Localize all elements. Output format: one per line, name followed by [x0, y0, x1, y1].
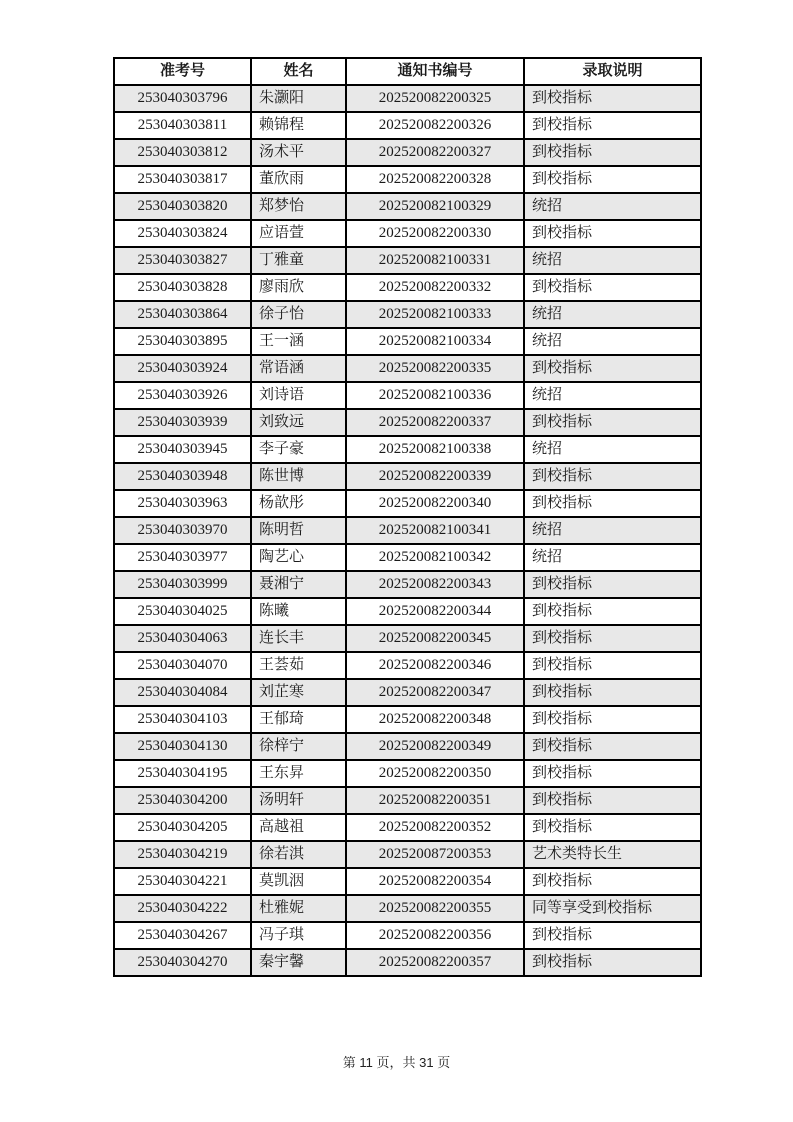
- name-cell: 徐梓宁: [251, 733, 346, 760]
- header-name: 姓名: [251, 58, 346, 85]
- name-cell: 秦宇馨: [251, 949, 346, 976]
- name-cell: 王东昇: [251, 760, 346, 787]
- exam-number-cell: 253040303945: [114, 436, 251, 463]
- admission-note-cell: 到校指标: [524, 652, 701, 679]
- notice-number-cell: 202520082200346: [346, 652, 524, 679]
- name-cell: 王一涵: [251, 328, 346, 355]
- admission-note-cell: 统招: [524, 328, 701, 355]
- name-cell: 赖锦程: [251, 112, 346, 139]
- admission-note-cell: 统招: [524, 193, 701, 220]
- notice-number-cell: 202520082200356: [346, 922, 524, 949]
- notice-number-cell: 202520082200330: [346, 220, 524, 247]
- admission-note-cell: 到校指标: [524, 220, 701, 247]
- admission-note-cell: 到校指标: [524, 679, 701, 706]
- notice-number-cell: 202520082200328: [346, 166, 524, 193]
- table-body: [114, 85, 701, 976]
- admission-note-cell: 到校指标: [524, 706, 701, 733]
- name-cell: 汤明轩: [251, 787, 346, 814]
- admission-note-cell: 到校指标: [524, 625, 701, 652]
- notice-number-cell: 202520082200355: [346, 895, 524, 922]
- table-row: [114, 139, 701, 166]
- name-cell: 陶艺心: [251, 544, 346, 571]
- admission-note-cell: 同等享受到校指标: [524, 895, 701, 922]
- exam-number-cell: 253040304270: [114, 949, 251, 976]
- name-cell: 杨歆彤: [251, 490, 346, 517]
- name-cell: 陈曦: [251, 598, 346, 625]
- notice-number-cell: 202520082200351: [346, 787, 524, 814]
- admission-note-cell: 到校指标: [524, 733, 701, 760]
- notice-number-cell: 202520082200340: [346, 490, 524, 517]
- exam-number-cell: 253040304084: [114, 679, 251, 706]
- notice-number-cell: 202520082200332: [346, 274, 524, 301]
- table-row: [114, 220, 701, 247]
- exam-number-cell: 253040303999: [114, 571, 251, 598]
- exam-number-cell: 253040303824: [114, 220, 251, 247]
- name-cell: 徐若淇: [251, 841, 346, 868]
- admission-note-cell: 到校指标: [524, 85, 701, 112]
- name-cell: 徐子怡: [251, 301, 346, 328]
- exam-number-cell: 253040304070: [114, 652, 251, 679]
- table-row: [114, 625, 701, 652]
- table-row: [114, 733, 701, 760]
- table-row: [114, 895, 701, 922]
- table-row: [114, 652, 701, 679]
- admission-list-table: [113, 57, 702, 977]
- name-cell: 董欣雨: [251, 166, 346, 193]
- name-cell: 聂湘宁: [251, 571, 346, 598]
- notice-number-cell: 202520082200354: [346, 868, 524, 895]
- name-cell: 陈世博: [251, 463, 346, 490]
- notice-number-cell: 202520082100331: [346, 247, 524, 274]
- admission-note-cell: 统招: [524, 301, 701, 328]
- name-cell: 常语涵: [251, 355, 346, 382]
- notice-number-cell: 202520082200343: [346, 571, 524, 598]
- exam-number-cell: 253040304103: [114, 706, 251, 733]
- name-cell: 丁雅童: [251, 247, 346, 274]
- table-row: [114, 922, 701, 949]
- admission-note-cell: 到校指标: [524, 409, 701, 436]
- table-row: [114, 463, 701, 490]
- admission-note-cell: 统招: [524, 382, 701, 409]
- notice-number-cell: 202520082100342: [346, 544, 524, 571]
- admission-note-cell: 到校指标: [524, 112, 701, 139]
- table-row: [114, 328, 701, 355]
- notice-number-cell: 202520087200353: [346, 841, 524, 868]
- admission-note-cell: 到校指标: [524, 490, 701, 517]
- table-row: [114, 436, 701, 463]
- table-row: [114, 193, 701, 220]
- exam-number-cell: 253040303811: [114, 112, 251, 139]
- table-row: [114, 787, 701, 814]
- notice-number-cell: 202520082200337: [346, 409, 524, 436]
- header-notice-number: 通知书编号: [346, 58, 524, 85]
- header-admission-note: 录取说明: [524, 58, 701, 85]
- admission-note-cell: 到校指标: [524, 949, 701, 976]
- table-row: [114, 112, 701, 139]
- table-row: [114, 274, 701, 301]
- name-cell: 郑梦怡: [251, 193, 346, 220]
- page-indicator: 第 11 页，共 31 页: [342, 1055, 451, 1070]
- name-cell: 高越祖: [251, 814, 346, 841]
- admission-note-cell: 统招: [524, 544, 701, 571]
- exam-number-cell: 253040304025: [114, 598, 251, 625]
- notice-number-cell: 202520082200327: [346, 139, 524, 166]
- notice-number-cell: 202520082200326: [346, 112, 524, 139]
- name-cell: 刘诗语: [251, 382, 346, 409]
- name-cell: 连长丰: [251, 625, 346, 652]
- notice-number-cell: 202520082100338: [346, 436, 524, 463]
- exam-number-cell: 253040304221: [114, 868, 251, 895]
- notice-number-cell: 202520082200335: [346, 355, 524, 382]
- admission-note-cell: 到校指标: [524, 274, 701, 301]
- admission-note-cell: 艺术类特长生: [524, 841, 701, 868]
- notice-number-cell: 202520082200350: [346, 760, 524, 787]
- admission-note-cell: 到校指标: [524, 760, 701, 787]
- admission-note-cell: 到校指标: [524, 166, 701, 193]
- notice-number-cell: 202520082100334: [346, 328, 524, 355]
- header-exam-number: 准考号: [114, 58, 251, 85]
- admission-note-cell: 统招: [524, 436, 701, 463]
- exam-number-cell: 253040303817: [114, 166, 251, 193]
- table-header: [114, 58, 701, 85]
- exam-number-cell: 253040303820: [114, 193, 251, 220]
- table-row: [114, 841, 701, 868]
- notice-number-cell: 202520082200345: [346, 625, 524, 652]
- exam-number-cell: 253040303812: [114, 139, 251, 166]
- table-row: [114, 409, 701, 436]
- notice-number-cell: 202520082100336: [346, 382, 524, 409]
- name-cell: 李子豪: [251, 436, 346, 463]
- admission-note-cell: 到校指标: [524, 355, 701, 382]
- table-row: [114, 679, 701, 706]
- admission-note-cell: 统招: [524, 247, 701, 274]
- notice-number-cell: 202520082100333: [346, 301, 524, 328]
- name-cell: 杜雅妮: [251, 895, 346, 922]
- exam-number-cell: 253040303948: [114, 463, 251, 490]
- exam-number-cell: 253040304222: [114, 895, 251, 922]
- table-row: [114, 544, 701, 571]
- admission-note-cell: 到校指标: [524, 922, 701, 949]
- name-cell: 刘芷寒: [251, 679, 346, 706]
- table-row: [114, 301, 701, 328]
- exam-number-cell: 253040303895: [114, 328, 251, 355]
- notice-number-cell: 202520082200352: [346, 814, 524, 841]
- table-row: [114, 949, 701, 976]
- notice-number-cell: 202520082200349: [346, 733, 524, 760]
- admission-note-cell: 到校指标: [524, 598, 701, 625]
- exam-number-cell: 253040303924: [114, 355, 251, 382]
- name-cell: 王郁琦: [251, 706, 346, 733]
- name-cell: 朱灏阳: [251, 85, 346, 112]
- admission-note-cell: 到校指标: [524, 787, 701, 814]
- notice-number-cell: 202520082100329: [346, 193, 524, 220]
- notice-number-cell: 202520082200339: [346, 463, 524, 490]
- name-cell: 汤术平: [251, 139, 346, 166]
- name-cell: 冯子琪: [251, 922, 346, 949]
- exam-number-cell: 253040303864: [114, 301, 251, 328]
- table-row: [114, 868, 701, 895]
- exam-number-cell: 253040303827: [114, 247, 251, 274]
- exam-number-cell: 253040304130: [114, 733, 251, 760]
- admission-note-cell: 到校指标: [524, 814, 701, 841]
- notice-number-cell: 202520082200325: [346, 85, 524, 112]
- exam-number-cell: 253040303828: [114, 274, 251, 301]
- name-cell: 王荟茹: [251, 652, 346, 679]
- exam-number-cell: 253040304219: [114, 841, 251, 868]
- table-row: [114, 85, 701, 112]
- table-row: [114, 760, 701, 787]
- exam-number-cell: 253040303970: [114, 517, 251, 544]
- admission-note-cell: 统招: [524, 517, 701, 544]
- table-row: [114, 382, 701, 409]
- table-row: [114, 490, 701, 517]
- table-row: [114, 166, 701, 193]
- exam-number-cell: 253040303977: [114, 544, 251, 571]
- admission-note-cell: 到校指标: [524, 463, 701, 490]
- exam-number-cell: 253040304063: [114, 625, 251, 652]
- table-row: [114, 598, 701, 625]
- table-row: [114, 517, 701, 544]
- notice-number-cell: 202520082200357: [346, 949, 524, 976]
- name-cell: 刘致远: [251, 409, 346, 436]
- exam-number-cell: 253040304200: [114, 787, 251, 814]
- table-row: [114, 706, 701, 733]
- exam-number-cell: 253040303796: [114, 85, 251, 112]
- admission-note-cell: 到校指标: [524, 571, 701, 598]
- exam-number-cell: 253040303939: [114, 409, 251, 436]
- notice-number-cell: 202520082100341: [346, 517, 524, 544]
- admission-note-cell: 到校指标: [524, 868, 701, 895]
- header-row: [114, 58, 701, 85]
- exam-number-cell: 253040304195: [114, 760, 251, 787]
- name-cell: 莫凯洇: [251, 868, 346, 895]
- exam-number-cell: 253040303963: [114, 490, 251, 517]
- table-row: [114, 355, 701, 382]
- notice-number-cell: 202520082200347: [346, 679, 524, 706]
- name-cell: 陈明哲: [251, 517, 346, 544]
- notice-number-cell: 202520082200344: [346, 598, 524, 625]
- exam-number-cell: 253040304205: [114, 814, 251, 841]
- exam-number-cell: 253040304267: [114, 922, 251, 949]
- name-cell: 廖雨欣: [251, 274, 346, 301]
- notice-number-cell: 202520082200348: [346, 706, 524, 733]
- table-row: [114, 814, 701, 841]
- exam-number-cell: 253040303926: [114, 382, 251, 409]
- admission-note-cell: 到校指标: [524, 139, 701, 166]
- table-row: [114, 571, 701, 598]
- name-cell: 应语萱: [251, 220, 346, 247]
- table-row: [114, 247, 701, 274]
